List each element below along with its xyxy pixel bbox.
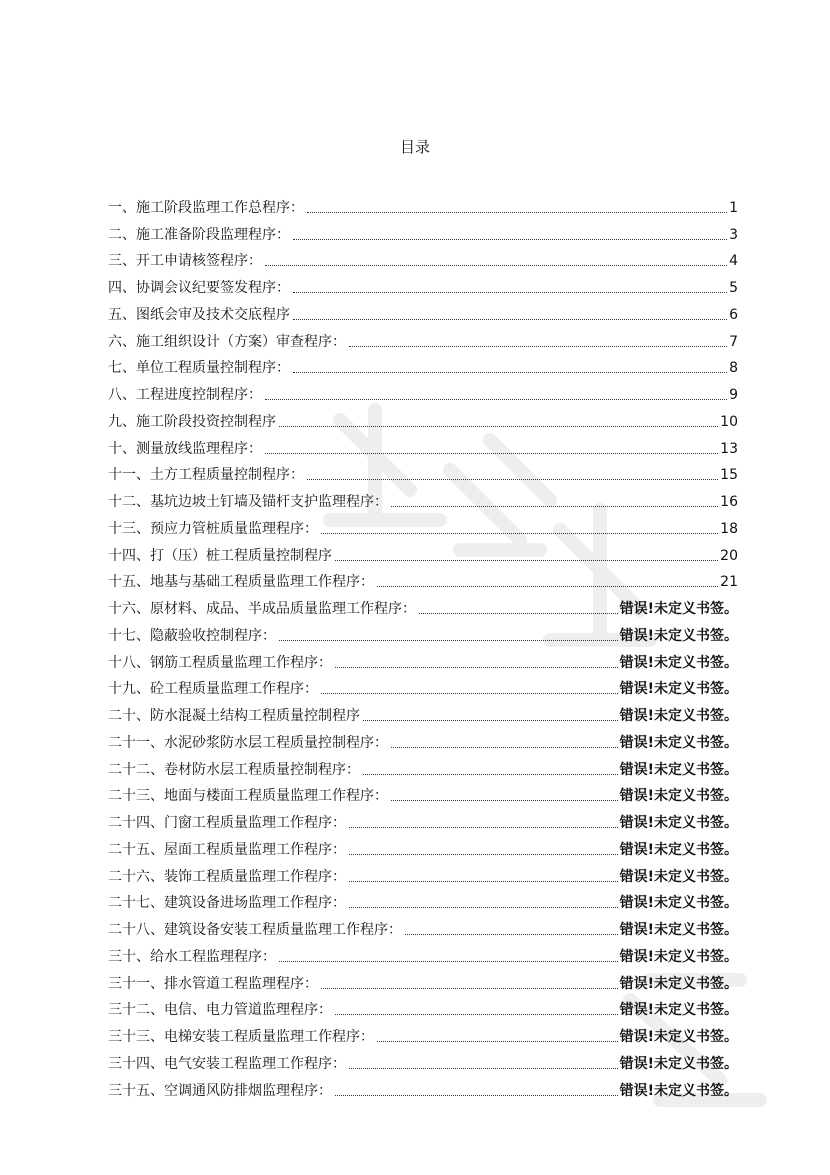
toc-entry[interactable]	[108, 832, 738, 859]
toc-entry[interactable]	[108, 805, 738, 832]
toc-dot-leader	[265, 265, 727, 266]
toc-entry-error-text: 错误!未定义书签。	[619, 1055, 738, 1072]
toc-entry-label: 五、图纸会审及技术交底程序	[108, 306, 290, 323]
toc-entry[interactable]	[108, 217, 738, 244]
toc-entry-label: 七、单位工程质量控制程序：	[108, 360, 290, 377]
toc-entry[interactable]	[108, 565, 738, 592]
toc-entry-label: 三十、给水工程监理程序：	[108, 948, 276, 965]
toc-entry-error-text: 错误!未定义书签。	[619, 948, 738, 965]
toc-dot-leader	[349, 881, 618, 882]
toc-entry-label: 八、工程进度控制程序：	[108, 387, 262, 403]
toc-entry[interactable]	[108, 725, 738, 752]
toc-entry-label: 三十四、电气安装工程监理工作程序：	[108, 1055, 346, 1072]
toc-entry[interactable]	[108, 618, 738, 645]
toc-entry-label: 十二、基坑边坡土钉墙及锚杆支护监理程序：	[108, 494, 388, 510]
toc-dot-leader	[307, 212, 727, 213]
toc-dot-leader	[349, 854, 618, 855]
toc-entry-page-number: 10	[720, 413, 738, 430]
toc-entry-label: 十一、土方工程质量控制程序：	[108, 467, 304, 484]
toc-entry-page-number: 3	[729, 226, 738, 243]
toc-entry-error-text: 错误!未定义书签。	[619, 734, 738, 751]
toc-entry[interactable]	[108, 698, 738, 725]
toc-dot-leader	[391, 747, 618, 748]
toc-entry-label: 十三、预应力管桩质量监理程序：	[108, 520, 318, 537]
toc-entry-label: 二十六、装饰工程质量监理工作程序：	[108, 868, 346, 885]
toc-entry[interactable]	[108, 404, 738, 431]
toc-entry-label: 二十七、建筑设备进场监理工作程序：	[108, 895, 346, 912]
toc-entry-page-number: 7	[729, 333, 738, 350]
toc-entry[interactable]	[108, 966, 738, 993]
toc-entry-label: 二十四、门窗工程质量监理工作程序：	[108, 815, 346, 831]
toc-dot-leader	[265, 453, 718, 454]
toc-entry[interactable]	[108, 458, 738, 485]
toc-entry[interactable]	[108, 645, 738, 672]
toc-dot-leader	[349, 346, 727, 347]
toc-entry-label: 十六、原材料、成品、半成品质量监理工作程序：	[108, 601, 416, 617]
toc-dot-leader	[391, 800, 618, 801]
toc-dot-leader	[335, 1014, 618, 1015]
toc-entry-label: 十九、砼工程质量监理工作程序：	[108, 681, 318, 698]
toc-dot-leader	[377, 586, 718, 587]
toc-entry-label: 十、测量放线监理程序：	[108, 440, 262, 457]
toc-dot-leader	[293, 292, 727, 293]
toc-entry-page-number: 9	[729, 387, 738, 403]
toc-entry-label: 四、协调会议纪要签发程序：	[108, 280, 290, 296]
toc-entry[interactable]	[108, 431, 738, 458]
toc-entry[interactable]	[108, 484, 738, 511]
toc-entry-label: 二十、防水混凝土结构工程质量控制程序	[108, 708, 360, 724]
toc-entry-label: 三、开工申请核签程序：	[108, 253, 262, 270]
toc-entry-error-text: 错误!未定义书签。	[619, 761, 738, 778]
toc-entry-page-number: 4	[729, 253, 738, 270]
toc-list	[108, 190, 738, 1100]
toc-dot-leader	[321, 693, 618, 694]
toc-entry-label: 十八、钢筋工程质量监理工作程序：	[108, 654, 332, 671]
toc-dot-leader	[279, 640, 618, 641]
toc-dot-leader	[349, 827, 618, 828]
toc-entry-page-number: 6	[729, 306, 738, 323]
toc-entry-error-text: 错误!未定义书签。	[619, 708, 738, 724]
toc-dot-leader	[363, 774, 618, 775]
toc-entry-label: 三十五、空调通风防排烟监理程序：	[108, 1082, 332, 1099]
toc-entry-error-text: 错误!未定义书签。	[619, 1029, 738, 1045]
toc-entry[interactable]	[108, 351, 738, 378]
toc-entry-page-number: 21	[720, 574, 738, 591]
toc-entry-error-text: 错误!未定义书签。	[619, 601, 738, 617]
toc-entry-label: 十五、地基与基础工程质量监理工作程序：	[108, 574, 374, 591]
toc-entry-error-text: 错误!未定义书签。	[619, 1002, 738, 1019]
toc-entry-error-text: 错误!未定义书签。	[619, 975, 738, 992]
toc-dot-leader	[349, 907, 618, 908]
toc-entry[interactable]	[108, 672, 738, 699]
toc-dot-leader	[405, 934, 618, 935]
toc-entry[interactable]	[108, 1046, 738, 1073]
toc-entry-label: 二十八、建筑设备安装工程质量监理工作程序：	[108, 922, 402, 938]
toc-entry-page-number: 5	[729, 280, 738, 296]
toc-entry[interactable]	[108, 511, 738, 538]
toc-dot-leader	[321, 988, 618, 989]
toc-dot-leader	[293, 239, 727, 240]
toc-entry-label: 二十三、地面与楼面工程质量监理工作程序：	[108, 788, 388, 805]
toc-entry-label: 十四、打（压）桩工程质量控制程序	[108, 547, 332, 564]
toc-entry-error-text: 错误!未定义书签。	[619, 922, 738, 938]
toc-dot-leader	[279, 426, 718, 427]
toc-entry-label: 九、施工阶段投资控制程序	[108, 413, 276, 430]
toc-entry-error-text: 错误!未定义书签。	[619, 788, 738, 805]
toc-entry-label: 六、施工组织设计（方案）审查程序：	[108, 333, 346, 350]
toc-dot-leader	[265, 399, 727, 400]
toc-entry-page-number: 18	[720, 520, 738, 537]
toc-entry-error-text: 错误!未定义书签。	[619, 1082, 738, 1099]
toc-entry[interactable]	[108, 859, 738, 886]
toc-entry-label: 三十一、排水管道工程监理程序：	[108, 975, 318, 992]
toc-entry-page-number: 8	[729, 360, 738, 377]
toc-entry[interactable]	[108, 244, 738, 271]
toc-entry[interactable]	[108, 270, 738, 297]
toc-entry[interactable]	[108, 779, 738, 806]
toc-entry[interactable]	[108, 912, 738, 939]
toc-entry[interactable]	[108, 190, 738, 217]
toc-dot-leader	[335, 1095, 618, 1096]
toc-entry-error-text: 错误!未定义书签。	[619, 815, 738, 831]
toc-dot-leader	[335, 667, 618, 668]
toc-dot-leader	[321, 533, 718, 534]
toc-entry-label: 二十二、卷材防水层工程质量控制程序：	[108, 761, 360, 778]
toc-entry[interactable]	[108, 538, 738, 565]
toc-entry-page-number: 1	[729, 199, 738, 216]
toc-entry-error-text: 错误!未定义书签。	[619, 868, 738, 885]
toc-dot-leader	[419, 613, 618, 614]
toc-dot-leader	[363, 720, 618, 721]
toc-entry[interactable]	[108, 1073, 738, 1100]
toc-entry[interactable]	[108, 324, 738, 351]
toc-entry-label: 十七、隐蔽验收控制程序：	[108, 627, 276, 644]
toc-entry-error-text: 错误!未定义书签。	[619, 841, 738, 858]
toc-entry[interactable]	[108, 591, 738, 618]
toc-entry[interactable]	[108, 377, 738, 404]
toc-entry[interactable]	[108, 297, 738, 324]
toc-entry-error-text: 错误!未定义书签。	[619, 681, 738, 698]
toc-entry-label: 三十二、电信、电力管道监理程序：	[108, 1002, 332, 1019]
toc-entry[interactable]	[108, 886, 738, 913]
toc-entry[interactable]	[108, 752, 738, 779]
toc-entry-error-text: 错误!未定义书签。	[619, 627, 738, 644]
toc-entry-error-text: 错误!未定义书签。	[619, 654, 738, 671]
toc-dot-leader	[391, 506, 718, 507]
toc-entry-label: 二十五、屋面工程质量监理工作程序：	[108, 841, 346, 858]
toc-dot-leader	[349, 1068, 618, 1069]
toc-entry-error-text: 错误!未定义书签。	[619, 895, 738, 912]
toc-entry[interactable]	[108, 993, 738, 1020]
toc-dot-leader	[335, 560, 718, 561]
toc-entry[interactable]	[108, 1019, 738, 1046]
toc-entry-page-number: 15	[720, 467, 738, 484]
toc-title: 目录	[399, 138, 430, 156]
toc-entry-label: 二十一、水泥砂浆防水层工程质量控制程序：	[108, 734, 388, 751]
toc-entry[interactable]	[108, 939, 738, 966]
toc-entry-label: 一、施工阶段监理工作总程序：	[108, 199, 304, 216]
toc-dot-leader	[293, 372, 727, 373]
toc-dot-leader	[307, 479, 718, 480]
toc-entry-page-number: 20	[720, 547, 738, 564]
toc-entry-label: 二、施工准备阶段监理程序：	[108, 226, 290, 243]
toc-entry-label: 三十三、电梯安装工程质量监理工作程序：	[108, 1029, 374, 1045]
toc-entry-page-number: 16	[720, 494, 738, 510]
toc-dot-leader	[293, 319, 727, 320]
toc-entry-page-number: 13	[720, 440, 738, 457]
toc-dot-leader	[377, 1041, 618, 1042]
toc-dot-leader	[279, 961, 618, 962]
